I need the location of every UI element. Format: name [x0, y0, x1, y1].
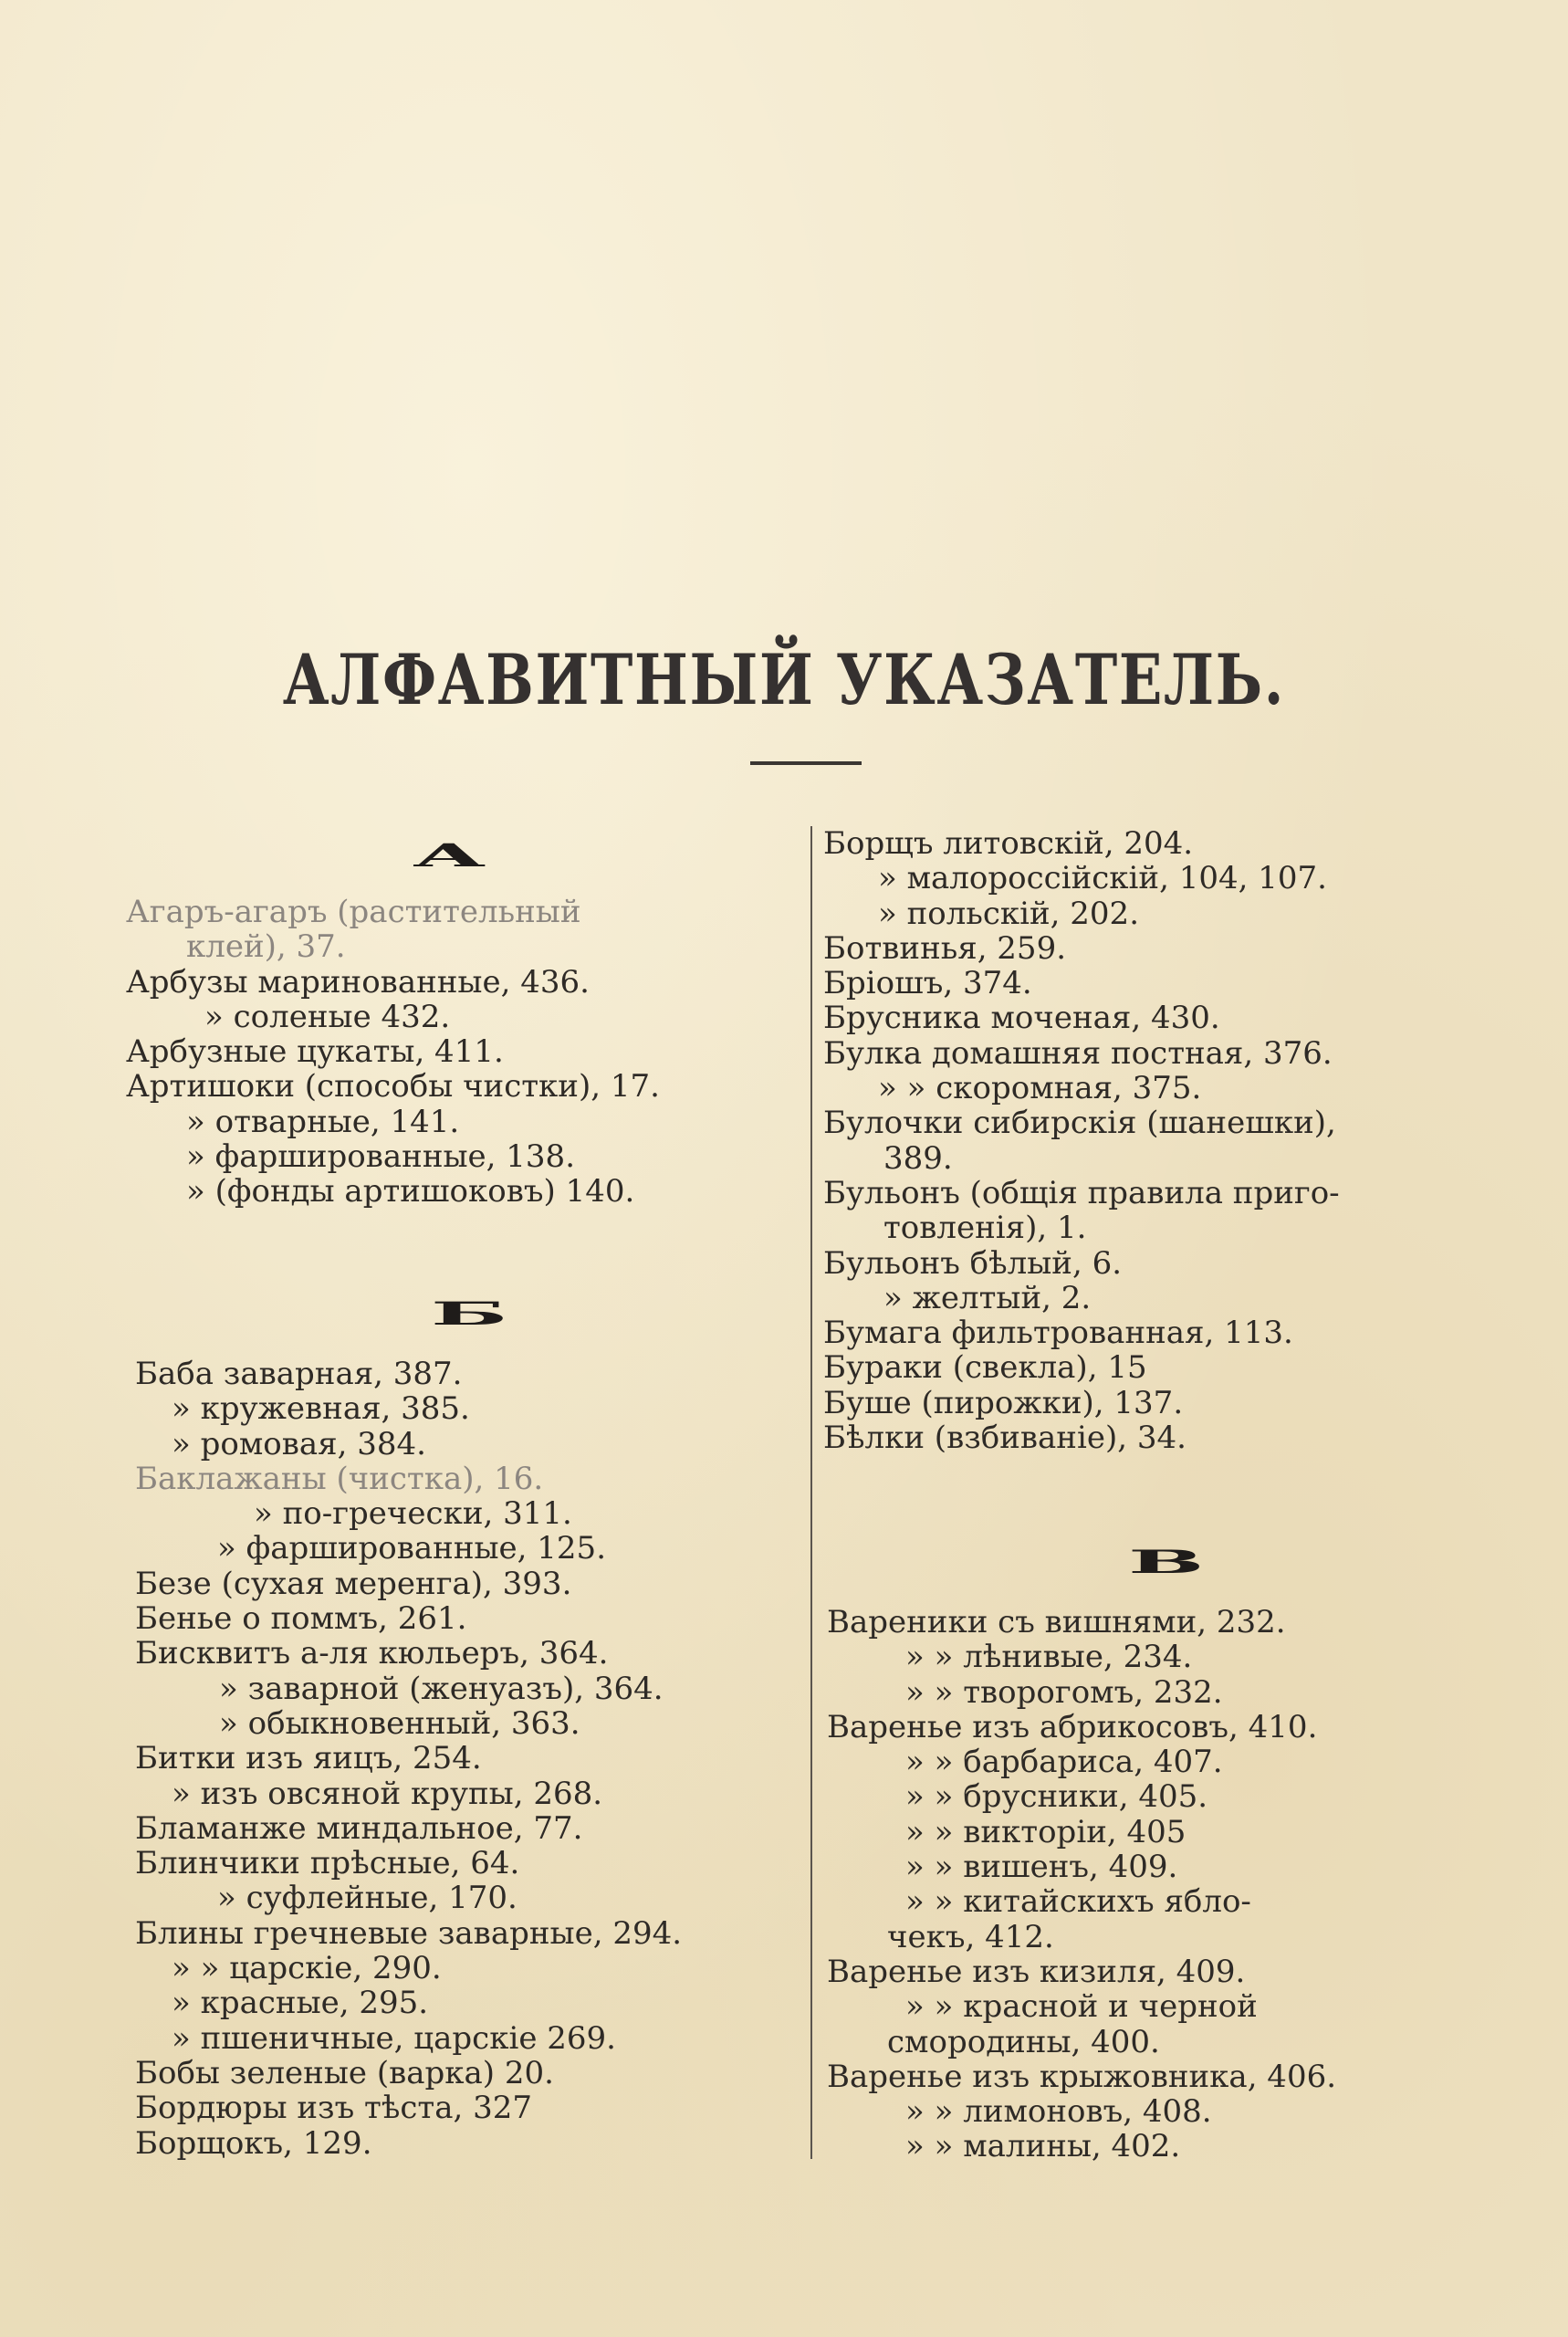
section-letter-v: В — [1128, 1543, 1205, 1581]
index-entry: Блинчики прѣсные, 64. — [135, 1845, 520, 1882]
index-entry: » польскій, 202. — [878, 895, 1139, 932]
index-entry: Безе (сухая меренга), 393. — [135, 1565, 572, 1602]
index-entry: » » викторіи, 405 — [905, 1813, 1186, 1850]
index-entry: Баклажаны (чистка), 16. — [135, 1460, 544, 1497]
index-entry: Борщъ литовскій, 204. — [823, 825, 1194, 862]
index-entry: Арбузы маринованные, 436. — [126, 963, 590, 1001]
index-entry: Бенье о поммъ, 261. — [135, 1600, 467, 1638]
index-entry: Арбузные цукаты, 411. — [126, 1033, 504, 1071]
index-entry: » » царскіе, 290. — [172, 1950, 442, 1987]
index-entry: Бріошъ, 374. — [823, 965, 1032, 1002]
index-entry: Борщокъ, 129. — [135, 2124, 372, 2162]
index-entry: Бѣлки (взбиваніе), 34. — [823, 1420, 1186, 1457]
index-entry: Артишоки (способы чистки), 17. — [126, 1068, 660, 1106]
index-entry: » по-гречески, 311. — [254, 1495, 572, 1533]
index-entry: » (фонды артишоковъ) 140. — [186, 1173, 635, 1210]
index-entry: Варенье изъ крыжовника, 406. — [827, 2058, 1337, 2095]
index-entry: » » брусники, 405. — [905, 1778, 1208, 1816]
index-entry: Бульонъ (общія правила приго- — [823, 1174, 1340, 1211]
index-list-a — [126, 895, 660, 1210]
index-entry: Ботвинья, 259. — [823, 929, 1067, 967]
index-entry: 389. — [883, 1139, 953, 1177]
index-entry: » кружевная, 385. — [172, 1390, 470, 1428]
index-entry: Баба заварная, 387. — [135, 1356, 463, 1392]
index-entry: » изъ овсяной крупы, 268. — [172, 1775, 603, 1812]
index-entry: Бисквитъ а-ля кюльеръ, 364. — [135, 1635, 609, 1672]
index-entry: » » скоромная, 375. — [878, 1070, 1202, 1107]
index-entry: товленія), 1. — [883, 1210, 1087, 1247]
index-entry: смородины, 400. — [887, 2023, 1160, 2060]
index-entry: Бураки (свекла), 15 — [823, 1349, 1147, 1387]
index-entry: » » лѣнивые, 234. — [905, 1639, 1193, 1676]
index-entry: » малороссійскій, 104, 107. — [878, 860, 1327, 897]
index-entry: Бульонъ бѣлый, 6. — [823, 1244, 1123, 1282]
index-entry: » пшеничные, царскіе 269. — [172, 2019, 616, 2057]
index-entry: » » китайскихъ ябло- — [905, 1883, 1251, 1921]
index-entry: Блины гречневые заварные, 294. — [135, 1914, 683, 1952]
index-entry: Брусника моченая, 430. — [823, 1000, 1220, 1037]
index-entry: » » барбариса, 407. — [905, 1744, 1223, 1781]
index-entry: чекъ, 412. — [887, 1918, 1054, 1955]
index-entry: Битки изъ яицъ, 254. — [135, 1740, 482, 1777]
index-entry: » » малины, 402. — [905, 2128, 1181, 2165]
index-entry: » ромовая, 384. — [172, 1425, 426, 1462]
index-entry: » обыкновенный, 363. — [219, 1704, 580, 1742]
index-list-b-continued — [823, 826, 1340, 1455]
index-entry: » отварные, 141. — [186, 1103, 460, 1140]
index-entry: Агаръ-агаръ (растительный — [126, 894, 581, 930]
index-list-b — [135, 1357, 682, 2161]
index-entry: » суфлейные, 170. — [217, 1880, 517, 1917]
index-entry: » » красной и черной — [905, 1988, 1258, 2026]
index-list-v — [827, 1605, 1336, 2164]
index-entry: » заварной (женуазъ), 364. — [219, 1670, 664, 1707]
index-entry: » красные, 295. — [172, 1985, 429, 2022]
index-entry: » фаршированные, 125. — [217, 1530, 606, 1567]
index-entry: Вареники съ вишнями, 232. — [827, 1604, 1286, 1640]
index-entry: » соленые 432. — [204, 998, 451, 1035]
title-rule — [750, 761, 862, 765]
index-entry: Варенье изъ абрикосовъ, 410. — [827, 1708, 1318, 1745]
index-entry: Бламанже миндальное, 77. — [135, 1809, 583, 1847]
index-entry: Булка домашняя постная, 376. — [823, 1034, 1333, 1072]
index-entry: Варенье изъ кизиля, 409. — [827, 1953, 1246, 1990]
index-entry: Бумага фильтрованная, 113. — [823, 1315, 1293, 1352]
index-entry: Бордюры изъ тѣста, 327 — [135, 2090, 532, 2127]
index-entry: » фаршированные, 138. — [186, 1138, 575, 1176]
index-entry: Булочки сибирскія (шанешки), — [823, 1105, 1336, 1142]
index-entry: Буше (пирожки), 137. — [823, 1384, 1184, 1421]
page-title: АЛФАВИТНЫЙ УКАЗАТЕЛЬ. — [282, 639, 1286, 720]
index-entry: » » вишенъ, 409. — [905, 1849, 1178, 1886]
index-entry: » желтый, 2. — [883, 1279, 1092, 1316]
index-entry: » » творогомъ, 232. — [905, 1673, 1223, 1711]
section-letter-a: А — [413, 836, 486, 875]
index-entry: Бобы зеленые (варка) 20. — [135, 2054, 554, 2091]
section-letter-b: Б — [431, 1294, 508, 1333]
column-divider — [810, 826, 812, 2159]
index-entry: клей), 37. — [186, 928, 346, 966]
index-entry: » » лимоновъ, 408. — [905, 2093, 1212, 2131]
